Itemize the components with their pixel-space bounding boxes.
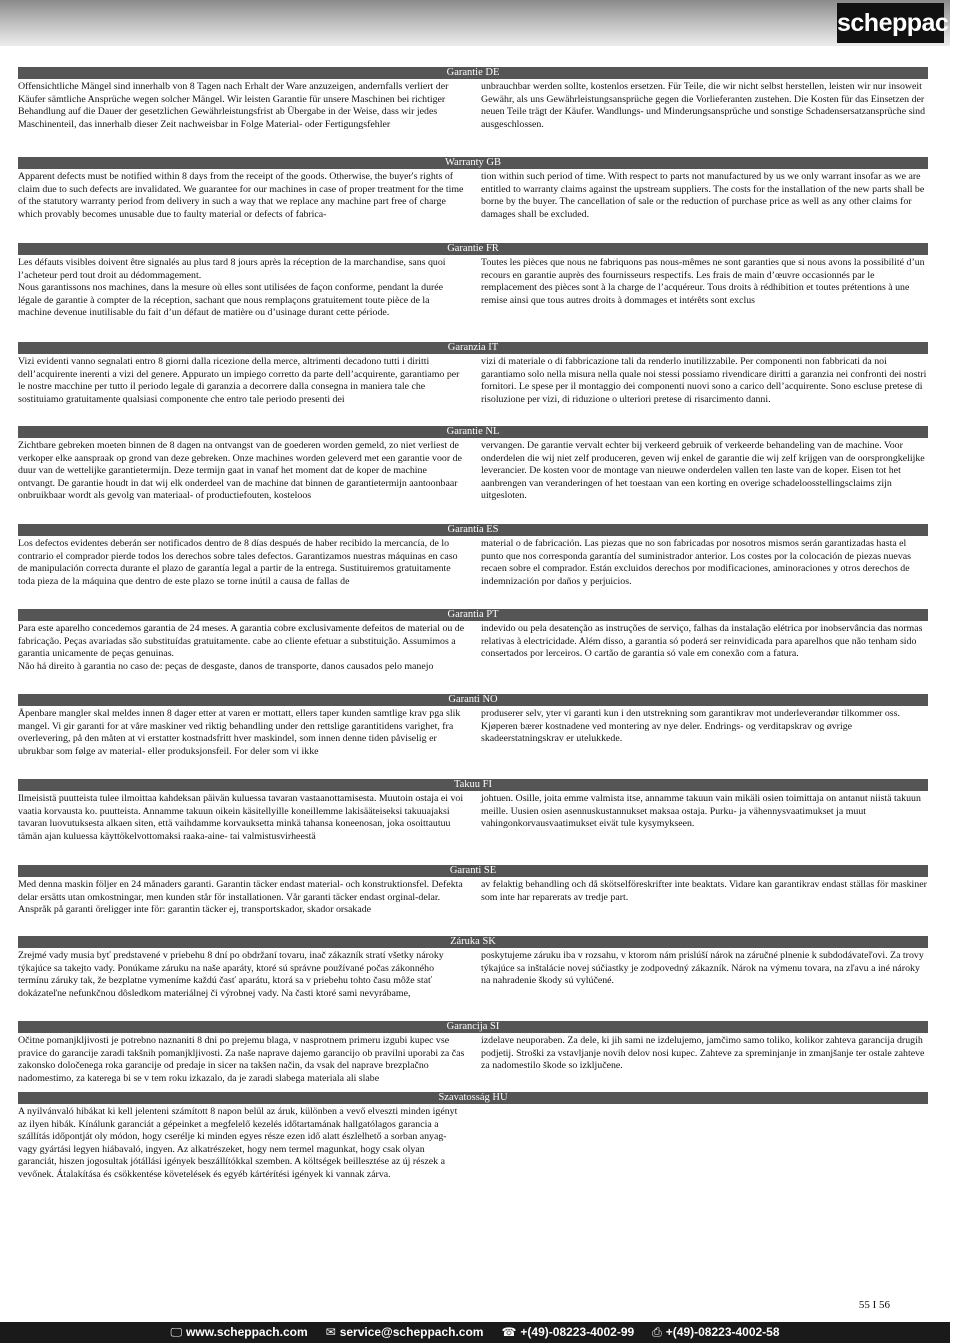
section-columns [18,81,928,131]
section-columns [18,440,928,503]
fax-icon: ⎙ [652,1325,662,1339]
website-text: www.scheppach.com [186,1325,308,1339]
section-text-right [481,1106,928,1182]
warranty-section [18,1021,928,1085]
section-columns [18,708,928,758]
footer-bar [0,1322,950,1343]
footer-email[interactable] [326,1322,484,1343]
section-text-right: vizi di materiale o di fabbricazione tali da renderlo inutilizzabile. Per componenti non fabbricati da noi garantiamo solo nella misura nella quale noi stessi possiamo rivendicare diritti a garanzia nei confronti dei nostri fornitori. Le spese per il montaggio dei componenti nuovi sono a carico dell’acquirente. Sono escluse pretese di risoluzione per vizi, di riduzione o ulteriori pretese di risarcimento danni. [481,356,927,405]
warranty-section [18,936,928,1000]
section-title: Záruka SK [18,936,928,948]
warranty-section [18,524,928,588]
section-text-left: Zrejmé vady musia byť predstavené v priebehu 8 dní po obdržaní tovaru, inač zákazník stratí všetky nároky týkajúce sa takejto vady. Ponúkame záruku na naše aparáty, ktoré sú správne používané počas zákonného termínu záruky tak, že bezplatne vymeníme každú časť aparátu, ktorá sa v priebehu tohto času môže stať dokázateľne nefunkčnou dôsledkom materiálnej či výrobnej vady. Na časti ktoré sami nevyrábame, [18,950,444,999]
phone-icon: ☎ [501,1325,517,1339]
warranty-section [18,67,928,131]
warranty-section [18,779,928,843]
section-columns [18,793,928,843]
section-title: Szavatosság HU [18,1092,928,1104]
section-text-right: vervangen. De garantie vervalt echter bij verkeerd gebruik of verkeerde behandeling van de machine. Voor onderdelen die wij niet zelf produceren, geven wij enkel de garantie die wij zelf krijgen van de oorsprongkelijke leverancier. De kosten voor de montage van nieuwe onderdelen vallen ten laste van de koper. Eisen tot het aanbrengen van veranderingen of het toestaan van een korting en overige schadeloosstellingsclaims zijn uitgesloten. [481,440,925,502]
section-text-right: unbrauchbar werden sollte, kostenlos ersetzen. Für Teile, die wir nicht selbst herstellen, leisten wir nur insoweit Gewähr, als uns Gewährleistungsansprüche gegen die Vorlieferanten zustehen. Die Kosten für das Einsetzen der neuen Teile trägt der Käufer. Wandlungs- und Minderungsansprüche und sonstige Schadensersatzansprüche sind ausgeschlossen. [481,81,926,130]
section-text-left: Offensichtliche Mängel sind innerhalb von 8 Tagen nach Erhalt der Ware anzuzeigen, andernfalls verliert der Käufer sämtliche Ansprüche wegen solcher Mängel. Wir leisten Garantie für unsere Maschinen bei richtiger Behandlung auf die Dauer der gesetzlichen Gewährleistungsfrist ab Übergabe in der Weise, dass wir jedes Maschinenteil, das innerhalb dieser Zeit nachweisbar in Folge Material- oder Fertigungsfehler [18,81,449,130]
section-title: Garanzia IT [18,342,928,354]
footer-phone [501,1322,634,1343]
monitor-icon: 🖵 [170,1325,183,1339]
section-text-left: Apparent defects must be notified within 8 days from the receipt of the goods. Otherwise, the buyer's rights of claim due to such defects are invalidated. We guarantee for our machines in case of proper treatment for the time of the statutory warranty period from delivery in such a way that we replace any machine part free of charge which provably becomes unusable due to faulty material or defects of fabrica- [18,171,464,220]
section-text-left: Ilmeisistä puutteista tulee ilmoittaa kahdeksan päivän kuluessa tavaran vastaanottamisesta. Muutoin ostaja ei voi vaatia korvausta ko. puutteista. Annamme takuun oikein käsitellyille koneillemme lakisääteiseksi takuuajaksi tavaran luovutuksesta alkaen siten, että vaihdamme korvauksetta minkä tahansa koneenosan, joka osoittautuu tämän ajan kuluessa käyttökelvottomaksi raaka-aine- tai valmistusvirheestä [18,793,464,842]
section-text-right: material o de fabricación. Las piezas que no son fabricadas por nosotros mismos serán garantizadas hasta el punto que nos corresponda garantía del suministrador anterior. Los costes por la colocación de piezas nuevas recaen sobre el comprador. Están excluidos derechos por modificaciones, aminoraciones y otros derechos de indemnización por daños y perjuicios. [481,538,911,587]
section-text-right: poskytujeme záruku iba v rozsahu, v ktorom nám prislúší nárok na záručné plnenie k subdodávateľovi. Za trovy týkajúce sa inštalácie novej súčiastky je zodpovedný zákazník. Nárok na výmenu tovara, na zľavu a iné nároky na nahradenie škody sú vylúčené. [481,950,924,987]
section-text-right: produserer selv, yter vi garanti kun i den utstrekning som garantikrav mot underleverandør tilkommer oss. Kjøperen bærer kostnadene ved montering av nye deler. Endrings- og verditapskrav og øvrige skadeerstatningskrav er utelukkede. [481,708,900,745]
email-text: service@scheppach.com [339,1325,484,1339]
section-text-right: Toutes les pièces que nous ne fabriquons pas nous-mêmes ne sont garanties que si nous avons la possibilité d’un recours en garantie auprès des fournisseurs respectifs. Les frais de main d’œuvre occasionnés par le remplacement des pièces sont à la charge de l’acquéreur. Tous droits à rédhibition et toutes prétentions à une remise ainsi que tous autres droits à dommages et intérêts sont exclus [481,257,925,306]
section-columns [18,356,928,406]
section-title: Garantie NL [18,426,928,438]
section-text-left: Los defectos evidentes deberán ser notificados dentro de 8 días después de haber recibido la mercancía, de lo contrario el comprador pierde todos los derechos sobre tales defectos. Garantizamos nuestras máquinas en caso de manipulación correcta durante el plazo de garantía legal a partir de la entrega. Sustituiremos gratuitamente toda pieza de la máquina que dentro de este plazo se torne inútil a causa de fallas de [18,538,458,587]
section-text-left: Vizi evidenti vanno segnalati entro 8 giorni dalla ricezione della merce, altrimenti decadono tutti i diritti dell’acquirente inerenti a vizi del genere. Appurato un impiego corretto da parte dell’acquirente, garantiamo per le nostre macchine per tutto il periodo legale di garanzia a decorrere dalla consegna in maniera tale che sostituiamo gratuitamente qualsiasi componente che entro tale periodo presenti dei [18,356,460,405]
section-text-left: Očitne pomanjkljivosti je potrebno naznaniti 8 dni po prejemu blaga, v nasprotnem primeru izgubi kupec vse pravice do garancije zaradi takšnih pomanjkljivosti. Za naše naprave dajemo garancijo ob pravilni uporabi za čas zakonsko določenega roka garancije od predaje in sicer na takšen način, da vsak del naprave brezplačno nadomestimo, za katerega bi se v tem roku izkazalo, da je zaradi slabega materiala ali slabe [18,1035,465,1084]
brand-logo: scheppach [837,3,944,43]
section-title: Garanti SE [18,865,928,877]
section-title: Garantie FR [18,243,928,255]
footer-website[interactable] [170,1322,307,1343]
section-columns [18,1106,928,1182]
section-columns [18,538,928,588]
section-text-right: izdelave neuporaben. Za dele, ki jih sami ne izdelujemo, jamčimo samo toliko, kolikor zahteva garancija drugih podjetij. Stroški za vstavljanje novih delov nosi kupec. Zahteve za spreminjanje in zmanjšanje ter ostale zahteve za nadomestilo škode so izključene. [481,1035,925,1072]
warranty-section [18,1092,928,1182]
section-title: Garancija SI [18,1021,928,1033]
section-columns [18,257,928,320]
section-title: Garantía ES [18,524,928,536]
warranty-section [18,243,928,320]
warranty-section [18,157,928,221]
section-text-left: Les défauts visibles doivent être signalés au plus tard 8 jours après la réception de la marchandise, sans quoi l’acheteur perd tout droit au dédommagement. Nous garantissons nos machines, dans la mesure où elles sont utilisées de façon conforme, pendant la durée légale de garantie à compter de la réception, sachant que nous remplaçons gratuitement toute pièce de la machine devenue inutilisable du fait d’un défaut de matière ou d’usinage durant cette période. [18,257,446,319]
section-text-left: Para este aparelho concedemos garantia de 24 meses. A garantia cobre exclusivamente defeitos de material ou de fabricação. Peças avariadas são substituídas gratuitamente. cabe ao cliente efetuar a substituição. Assumimos a garantia unicamente de peças genuinas. Não há direito à garantia no caso de: peças de desgaste, danos de transporte, danos causados pelo manejo [18,623,465,672]
section-title: Garanti NO [18,694,928,706]
warranty-section [18,426,928,503]
fax-text: +(49)-08223-4002-58 [665,1325,780,1339]
section-title: Warranty GB [18,157,928,169]
section-text-right: johtuen. Osille, joita emme valmista itse, annamme takuun vain mikäli osien toimittaja on antanut niistä takuun meille. Uusien osien asennuskustannukset maksaa ostaja. Purku- ja vähennysvaatimukset ja muut vahingonkorvausvaatimukset eivät tule kysymykseen. [481,793,921,830]
warranty-section [18,865,928,917]
section-text-right: indevido ou pela desatenção as instruções de serviço, falhas da instalação elétrica por inobservância das normas relativas à electricidade. Além disso, a garantia só poderá ser reinvidicada para aparelhos que não tenham sido consertados por lerceiros. O cartão de garantia só vale em conexão com a fatura. [481,623,923,660]
section-columns [18,1035,928,1085]
section-text-left: Zichtbare gebreken moeten binnen de 8 dagen na ontvangst van de goederen worden gemeld, zo niet verliest de verkoper elke aanspraak op grond van deze gebreken. Onze machines worden geleverd met een garantie voor de duur van de wettelijke garantietermijn. Deze termijn gaat in vanaf het moment dat de koper de machine ontvangt. De garantie houdt in dat wij elk onderdeel van de machine dat binnen de garantietermijn aantoonbaar onbruikbaar wordt als gevolg van materiaal- of productiefouten, kosteloos [18,440,462,502]
section-title: Garantie DE [18,67,928,79]
section-text-left: Åpenbare mangler skal meldes innen 8 dager etter at varen er mottatt, ellers taper kunden samtlige krav pga slik mangel. Vi gir garanti for at våre maskiner ved riktig behandling under den rettslige garantitidens varighet, fra overlevering, på den måten at vi erstatter kostnadsfritt hver maskindel, som innen denne tiden påviselig er ubrukbar som følge av material- eller produksjonsfeil. For deler som vi ikke [18,708,461,757]
section-text-right: tion within such period of time. With respect to parts not manufactured by us we only warrant insofar as we are entitled to warranty claims against the upstream suppliers. The costs for the installation of the new parts shall be borne by the buyer. The cancellation of sale or the reduction of purchase price as well as any other claims for damages shall be excluded. [481,171,925,220]
section-columns [18,623,928,673]
section-text-left: A nyilvánvaló hibákat ki kell jelenteni számított 8 napon belül az áruk, különben a vevő elveszti minden igényt az ilyen hibák. Kínálunk garanciát a gépeinket a megfelelő kezelés időtartamának hallgatólagos garancia a szállítás időpontját oly módon, hogy cserélje ki minden egyes része ezen idő alatt észlelhető a sorban anyag-vagy gyártási legyen hiábavaló, ingyen. Az alkatrészeket, hogy nem termel magunkat, hogy csak olyan garanciát, hiszen jogosultak jótállási igények beszállítókkal szemben. A költségek beillesztése az új részek a vevőnek. Átalakítása és csökkentése követelések és egyéb kártérítési igények ki vannak zárva. [18,1106,458,1180]
footer-fax [652,1322,779,1343]
phone-text: +(49)-08223-4002-99 [520,1325,635,1339]
section-text-left: Med denna maskin följer en 24 månaders garanti. Garantin täcker endast material- och konstruktionsfel. Defekta delar ersätts utan omkostningar, men kunden står för installationen. Vår garanti täcker endast orginal-delar. Anspråk på garanti öreligger inte för: garantin täcker ej, transportskador, skador orsakade [18,879,463,916]
header-bar [0,0,963,46]
section-title: Garantia PT [18,609,928,621]
warranty-section [18,694,928,758]
section-title: Takuu FI [18,779,928,791]
section-columns [18,950,928,1000]
warranty-section [18,342,928,406]
section-columns [18,171,928,221]
warranty-section [18,609,928,673]
mail-icon: ✉ [325,1325,336,1339]
section-columns [18,879,928,917]
section-text-right: av felaktig behandling och då skötselföreskrifter inte beaktats. Vidare kan garantikrav endast ställas för maskiner som inte har reparerats av tredje part. [481,879,927,903]
page-number: 55 I 56 [858,1299,890,1311]
